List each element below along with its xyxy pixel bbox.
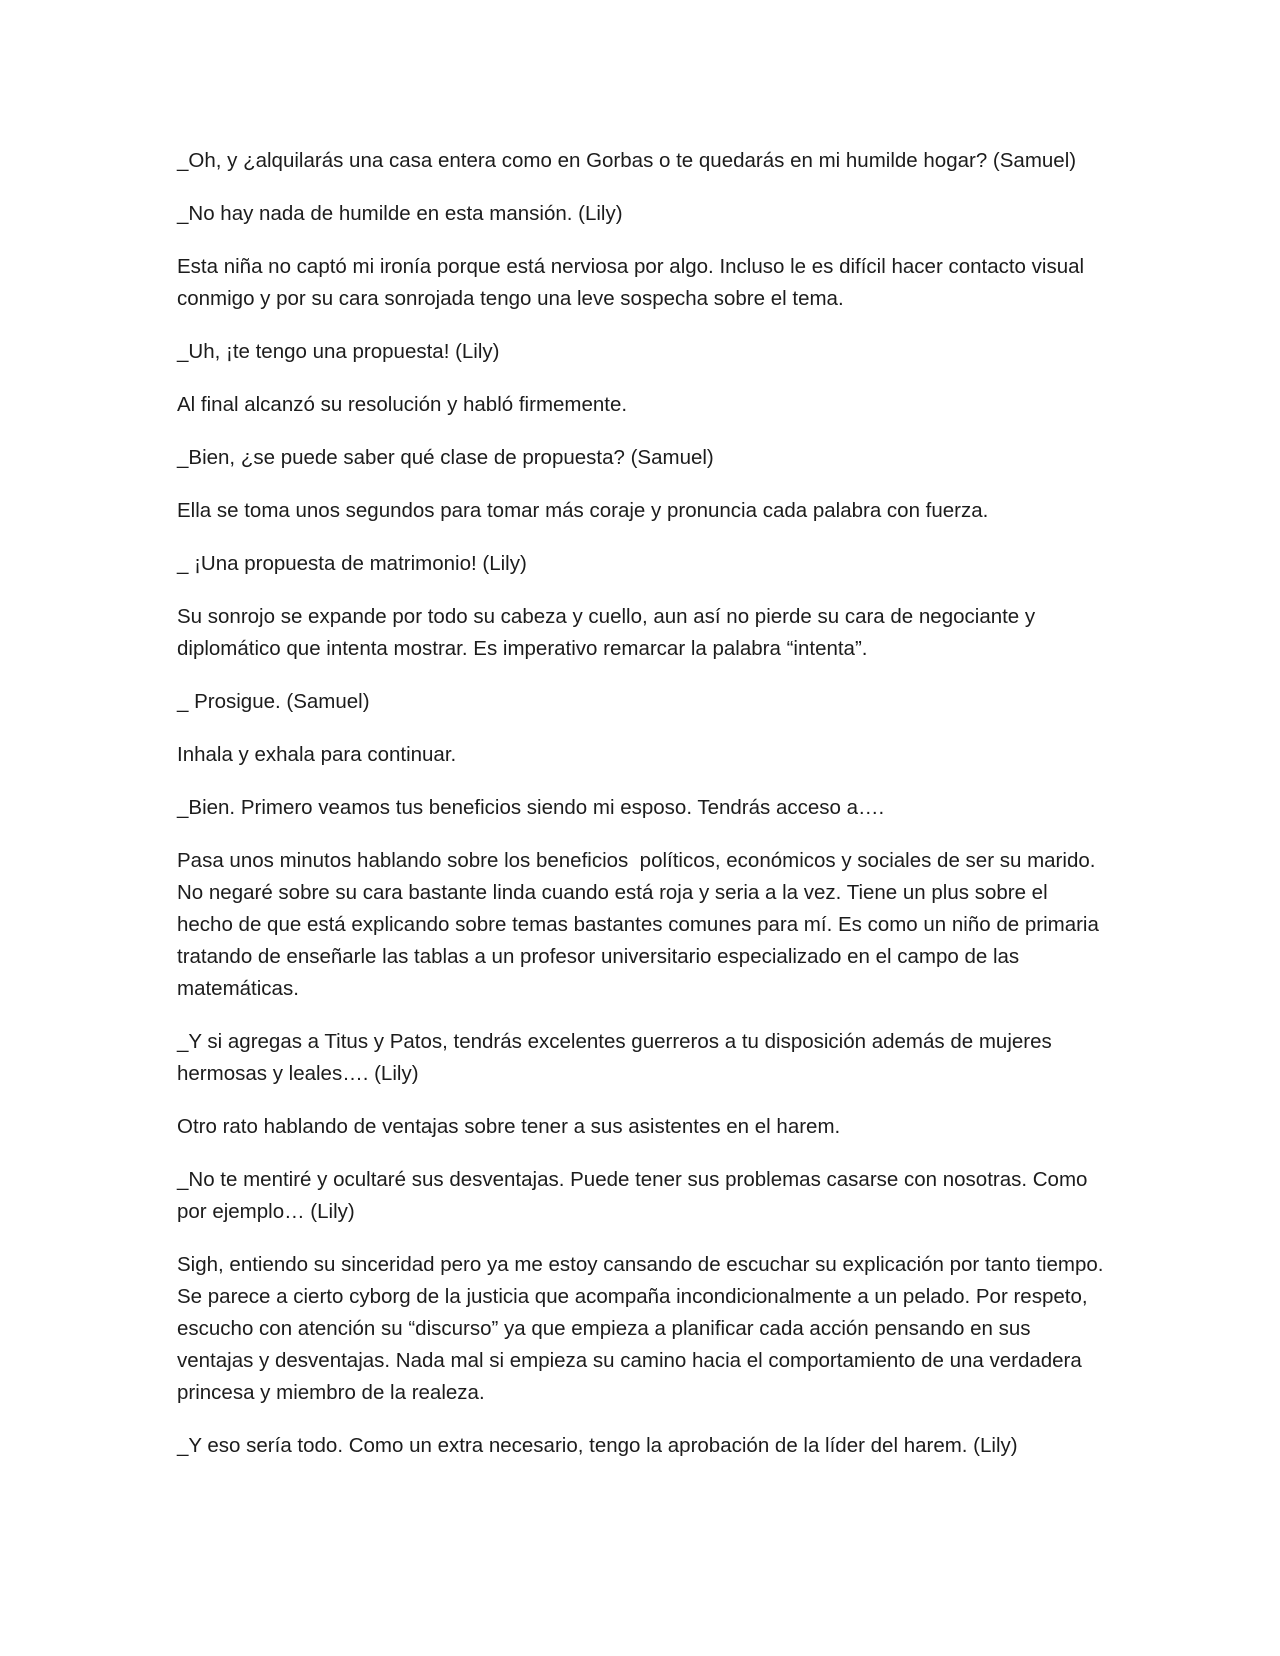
dialogue-paragraph: _Y eso sería todo. Como un extra necesario, tengo la aprobación de la líder del harem. (Lily) bbox=[177, 1434, 1018, 1457]
narration-paragraph: Otro rato hablando de ventajas sobre tener a sus asistentes en el harem. bbox=[177, 1115, 841, 1138]
narration-paragraph: Sigh, entiendo su sinceridad pero ya me estoy cansando de escuchar su explicación por tanto tiempo. Se parece a cierto cyborg de la justicia que acompaña incondicionalmente a un pelado. Por respeto, escucho con atención su “discurso” ya que empieza a planificar cada acción pensando en sus ventajas y desventajas. Nada mal si empieza su camino hacia el comportamiento de una verdadera princesa y miembro de la realeza. bbox=[177, 1253, 1110, 1404]
dialogue-paragraph: _Bien. Primero veamos tus beneficios siendo mi esposo. Tendrás acceso a…. bbox=[177, 796, 885, 819]
dialogue-paragraph: _ ¡Una propuesta de matrimonio! (Lily) bbox=[177, 552, 527, 575]
dialogue-paragraph: _Bien, ¿se puede saber qué clase de propuesta? (Samuel) bbox=[177, 446, 714, 469]
dialogue-paragraph: _ Prosigue. (Samuel) bbox=[177, 690, 370, 713]
dialogue-paragraph: _Uh, ¡te tengo una propuesta! (Lily) bbox=[177, 340, 500, 363]
dialogue-paragraph: _No hay nada de humilde en esta mansión. (Lily) bbox=[177, 202, 623, 225]
dialogue-paragraph: _Y si agregas a Titus y Patos, tendrás excelentes guerreros a tu disposición además de mujeres hermosas y leales…. (Lily) bbox=[177, 1030, 1058, 1085]
narration-paragraph: Al final alcanzó su resolución y habló firmemente. bbox=[177, 393, 628, 416]
document-body bbox=[177, 145, 1110, 1483]
narration-paragraph: Su sonrojo se expande por todo su cabeza y cuello, aun así no pierde su cara de negociante y diplomático que intenta mostrar. Es imperativo remarcar la palabra “intenta”. bbox=[177, 605, 1041, 660]
narration-paragraph: Pasa unos minutos hablando sobre los beneficios políticos, económicos y sociales de ser su marido. No negaré sobre su cara bastante linda cuando está roja y seria a la vez. Tiene un plus sobre el hecho de que está explicando sobre temas bastantes comunes para mí. Es como un niño de primaria tratando de enseñarle las tablas a un profesor universitario especializado en el campo de las matemáticas. bbox=[177, 849, 1105, 1000]
narration-paragraph: Esta niña no captó mi ironía porque está nerviosa por algo. Incluso le es difícil hacer contacto visual conmigo y por su cara sonrojada tengo una leve sospecha sobre el tema. bbox=[177, 255, 1090, 310]
dialogue-paragraph: _No te mentiré y ocultaré sus desventajas. Puede tener sus problemas casarse con nosotras. Como por ejemplo… (Lily) bbox=[177, 1168, 1094, 1223]
narration-paragraph: Inhala y exhala para continuar. bbox=[177, 743, 457, 766]
dialogue-paragraph: _Oh, y ¿alquilarás una casa entera como en Gorbas o te quedarás en mi humilde hogar? (Samuel) bbox=[177, 149, 1077, 172]
narration-paragraph: Ella se toma unos segundos para tomar más coraje y pronuncia cada palabra con fuerza. bbox=[177, 499, 989, 522]
